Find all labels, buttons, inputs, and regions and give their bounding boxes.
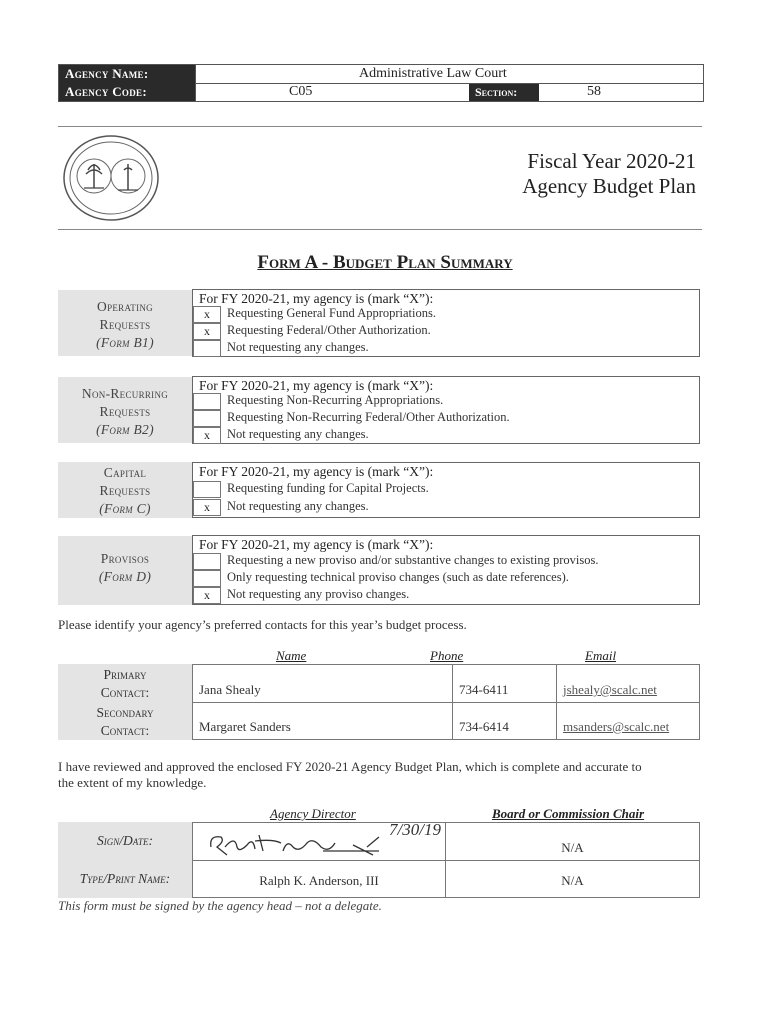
agency-code-value: C05 — [289, 84, 313, 99]
provisos-box — [192, 535, 700, 605]
fiscal-year-title: Fiscal Year 2020-21 — [527, 149, 696, 173]
option-capital-projects: Requesting funding for Capital Projects. — [227, 481, 429, 495]
section-label: Section: — [469, 84, 539, 101]
primary-contact-email[interactable]: jshealy@scalc.net — [556, 664, 700, 703]
primary-contact-label — [58, 664, 192, 702]
sign-date-label: Sign/Date: — [58, 822, 192, 860]
board-chair-header: Board or Commission Chair — [492, 806, 645, 821]
handwritten-signature-icon — [203, 825, 393, 859]
top-divider — [58, 126, 702, 127]
label-line: Secondary — [96, 705, 154, 720]
operating-requests-box — [192, 289, 700, 357]
label-line: Contact: — [100, 723, 150, 738]
checkbox-capital-no-changes[interactable]: x — [193, 499, 221, 516]
board-signature-cell[interactable]: N/A — [445, 822, 700, 861]
capital-requests-box — [192, 462, 700, 518]
form-title: Form A - Budget Plan Summary — [257, 252, 513, 273]
contacts-table — [58, 664, 700, 740]
checkbox-no-changes[interactable] — [193, 340, 221, 357]
agency-header-box — [58, 64, 704, 102]
footer-note: This form must be signed by the agency head – not a delegate. — [58, 898, 382, 913]
side-line: Operating — [97, 299, 153, 314]
agency-name-label: Agency Name: — [59, 65, 195, 83]
signature-date: 7/30/19 — [389, 820, 441, 839]
agency-director-header: Agency Director — [270, 806, 356, 821]
option-nr-appropriations: Requesting Non-Recurring Appropriations. — [227, 393, 444, 407]
checkbox-general-fund[interactable]: x — [193, 306, 221, 323]
contacts-header-row — [0, 648, 770, 664]
approval-statement — [58, 759, 708, 791]
side-line: Non-Recurring — [81, 386, 169, 401]
option-no-changes: Not requesting any changes. — [227, 340, 369, 354]
side-line: Requests — [99, 483, 151, 498]
primary-contact-phone: 734-6411 — [452, 664, 557, 703]
option-no-proviso-changes: Not requesting any proviso changes. — [227, 587, 410, 601]
section-prompt: For FY 2020-21, my agency is (mark “X”): — [199, 291, 434, 306]
capital-requests-label — [58, 462, 192, 518]
type-print-name-label: Type/Print Name: — [58, 860, 192, 898]
checkbox-new-proviso[interactable] — [193, 553, 221, 570]
signature-table — [58, 822, 700, 898]
option-nr-federal-other: Requesting Non-Recurring Federal/Other Authorization. — [227, 410, 510, 424]
approval-line: I have reviewed and approved the enclosed FY 2020-21 Agency Budget Plan, which is complete and accurate to — [58, 759, 642, 774]
secondary-contact-name: Margaret Sanders — [192, 702, 453, 740]
option-technical-proviso: Only requesting technical proviso changes (such as date references). — [227, 570, 569, 584]
approval-line: the extent of my knowledge. — [58, 775, 207, 790]
provisos-label — [58, 536, 192, 605]
checkbox-nr-federal-other[interactable] — [193, 410, 221, 427]
agency-name-value: Administrative Law Court — [359, 66, 507, 81]
side-form-ref: (Form D) — [98, 569, 152, 584]
side-form-ref: (Form B1) — [96, 335, 154, 350]
board-printed-name[interactable]: N/A — [445, 860, 700, 898]
signature-header-row — [0, 806, 770, 822]
checkbox-nr-appropriations[interactable] — [193, 393, 221, 410]
option-capital-no-changes: Not requesting any changes. — [227, 499, 369, 513]
secondary-contact-label — [58, 702, 192, 740]
side-line: Provisos — [100, 551, 150, 566]
section-prompt: For FY 2020-21, my agency is (mark “X”): — [199, 464, 434, 479]
mid-divider — [58, 229, 702, 230]
checkbox-technical-proviso[interactable] — [193, 570, 221, 587]
side-line: Requests — [99, 404, 151, 419]
name-column-header: Name — [276, 648, 307, 663]
phone-column-header: Phone — [430, 648, 464, 663]
label-line: Primary — [103, 667, 147, 682]
contacts-intro: Please identify your agency’s preferred contacts for this year’s budget process. — [58, 617, 467, 632]
secondary-contact-phone: 734-6414 — [452, 702, 557, 740]
checkbox-nr-no-changes[interactable]: x — [193, 427, 221, 444]
director-printed-name[interactable]: Ralph K. Anderson, III — [192, 860, 446, 898]
email-column-header: Email — [585, 648, 617, 663]
primary-contact-name: Jana Shealy — [192, 664, 453, 703]
side-line: Capital — [103, 465, 147, 480]
section-prompt: For FY 2020-21, my agency is (mark “X”): — [199, 537, 434, 552]
state-seal-icon — [62, 134, 160, 222]
section-prompt: For FY 2020-21, my agency is (mark “X”): — [199, 378, 434, 393]
non-recurring-requests-label — [58, 377, 192, 443]
section-value: 58 — [587, 84, 601, 99]
non-recurring-requests-box — [192, 376, 700, 444]
option-new-proviso: Requesting a new proviso and/or substantive changes to existing provisos. — [227, 553, 599, 567]
label-line: Contact: — [100, 685, 150, 700]
operating-requests-label — [58, 290, 192, 356]
option-general-fund: Requesting General Fund Appropriations. — [227, 306, 436, 320]
option-federal-other: Requesting Federal/Other Authorization. — [227, 323, 431, 337]
agency-code-label: Agency Code: — [59, 83, 195, 101]
budget-plan-title: Agency Budget Plan — [522, 174, 696, 198]
side-form-ref: (Form C) — [99, 501, 151, 516]
checkbox-no-proviso-changes[interactable]: x — [193, 587, 221, 604]
director-signature-cell[interactable] — [192, 822, 446, 861]
checkbox-capital-projects[interactable] — [193, 481, 221, 498]
side-form-ref: (Form B2) — [96, 422, 154, 437]
secondary-contact-email[interactable]: msanders@scalc.net — [556, 702, 700, 740]
side-line: Requests — [99, 317, 151, 332]
checkbox-federal-other[interactable]: x — [193, 323, 221, 340]
option-nr-no-changes: Not requesting any changes. — [227, 427, 369, 441]
